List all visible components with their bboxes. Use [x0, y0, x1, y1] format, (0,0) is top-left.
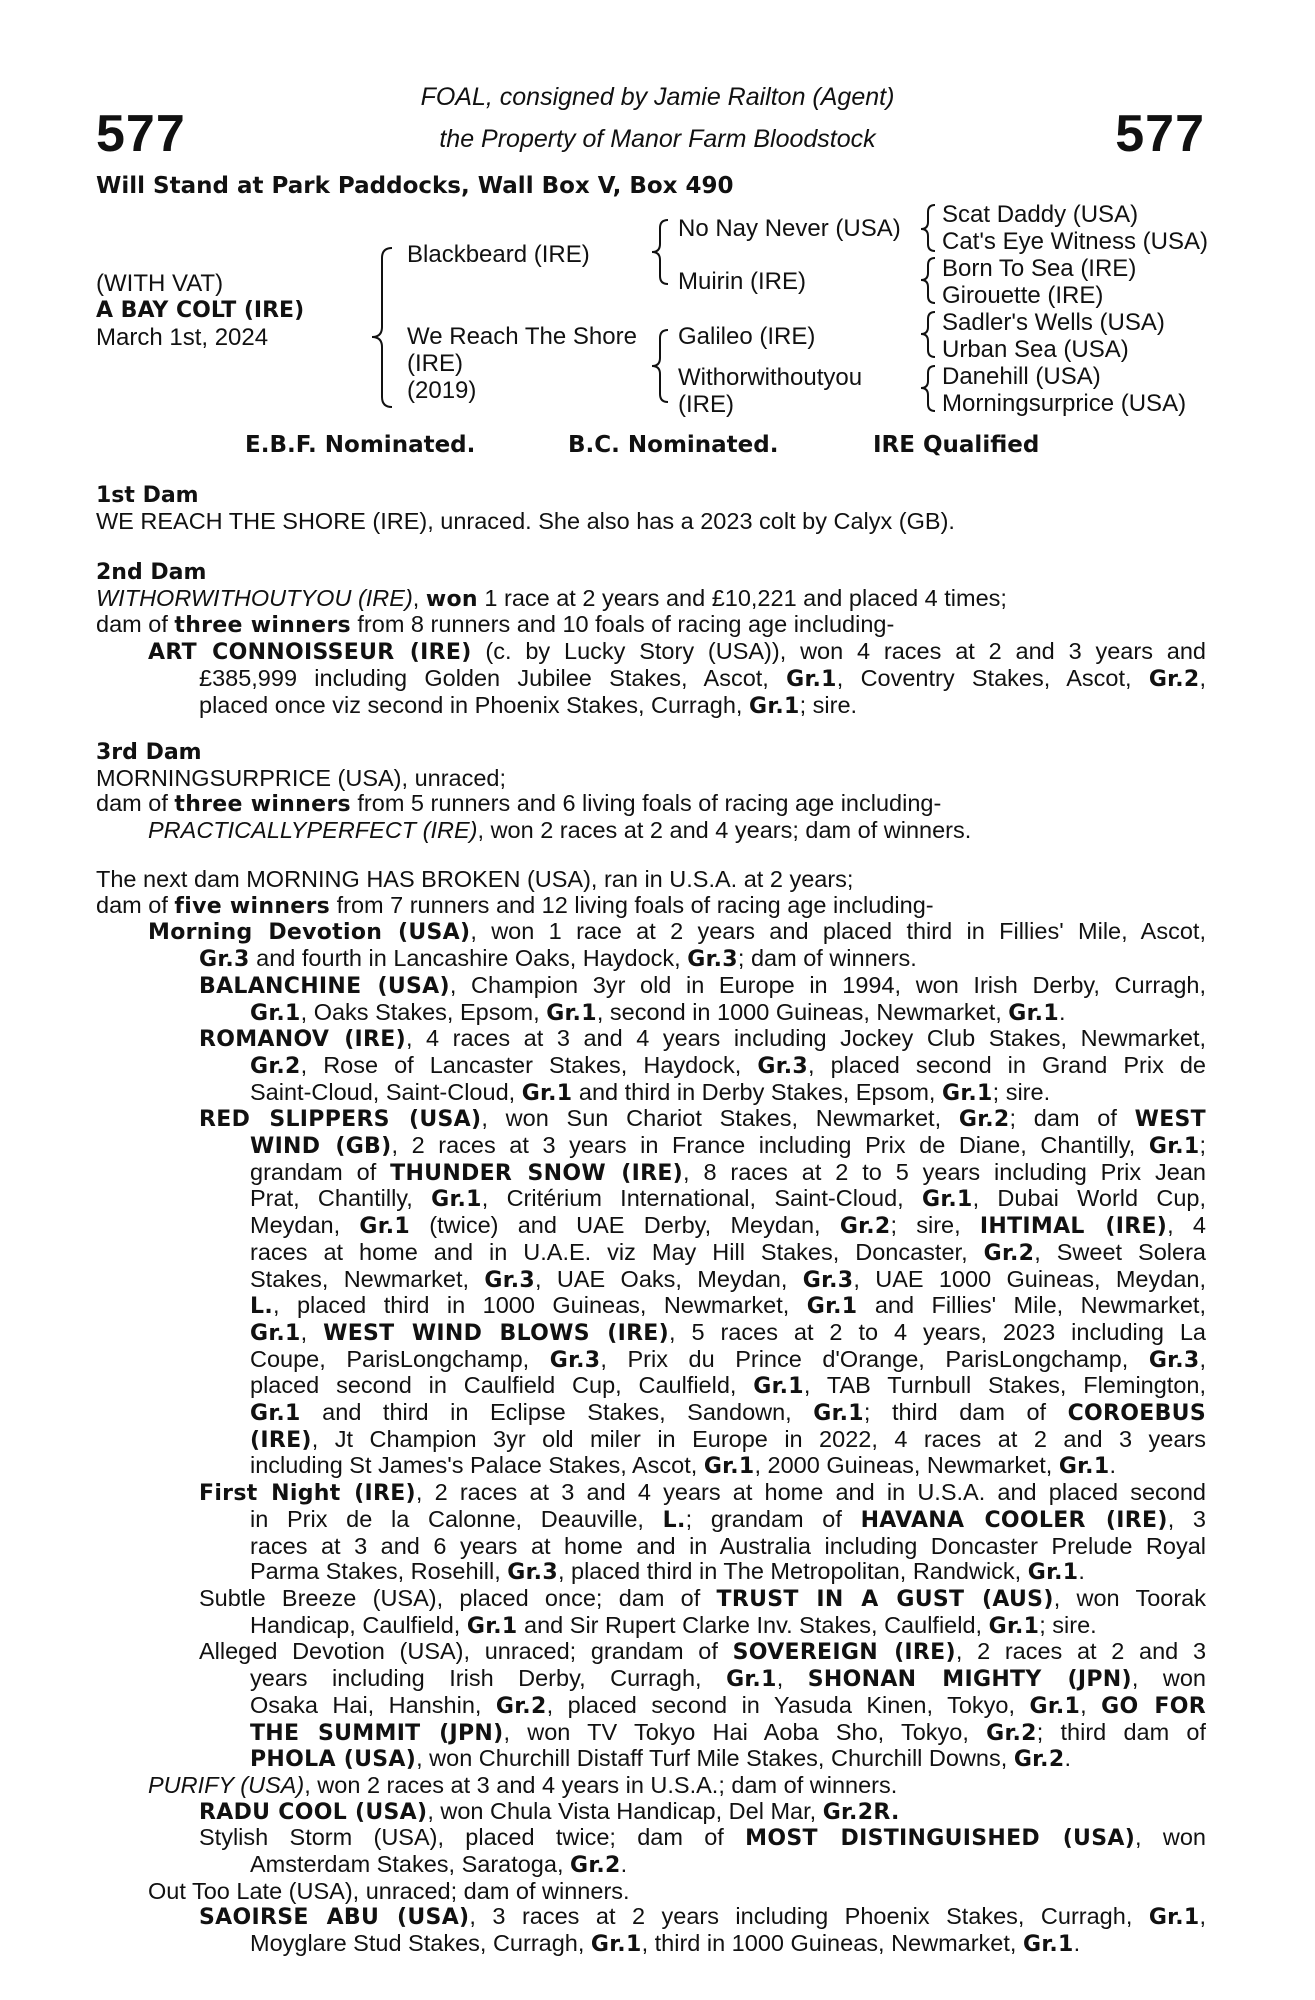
stand-line: Will Stand at Park Paddocks, Wall Box V, Box 490 — [96, 173, 734, 199]
alleged-devotion-line-5: PHOLA (USA), won Churchill Distaff Turf Mile Stakes, Churchill Downs, Gr.2. — [250, 1746, 1071, 1773]
horse-name: A BAY COLT (IRE) — [96, 298, 305, 323]
second-dam-section — [96, 560, 1206, 719]
next-dam-line-2: dam of five winners from 7 runners and 12 living foals of racing age including- — [96, 892, 934, 919]
dam-line-1: We Reach The Shore — [407, 323, 637, 350]
alleged-devotion-line-1: Alleged Devotion (USA), unraced; grandam of SOVEREIGN (IRE), 2 races at 2 and 3 — [199, 1639, 1206, 1666]
alleged-devotion-line-4: THE SUMMIT (JPN), won TV Tokyo Hai Aoba Sho, Tokyo, Gr.2; third dam of — [250, 1719, 1206, 1746]
sire: Blackbeard (IRE) — [407, 241, 590, 268]
sire-sire: No Nay Never (USA) — [678, 215, 901, 242]
dam-line-3: (2019) — [407, 377, 477, 404]
ebf-nominated: E.B.F. Nominated. — [245, 432, 476, 458]
dam-sire: Galileo (IRE) — [678, 323, 816, 350]
consignor-line: FOAL, consigned by Jamie Railton (Agent) — [420, 83, 895, 111]
stylish-storm-line-1: Stylish Storm (USA), placed twice; dam of MOST DISTINGUISHED (USA), won — [199, 1825, 1206, 1852]
third-dam-section — [96, 740, 1206, 844]
second-dam-line-2: dam of three winners from 8 runners and 10 foals of racing age including- — [96, 612, 895, 639]
second-dam-line-4: £385,999 including Golden Jubilee Stakes, Ascot, Gr.1, Coventry Stakes, Ascot, Gr.2, — [199, 665, 1206, 692]
dam-dam-line-2: (IRE) — [678, 391, 734, 418]
alleged-devotion-line-3: Osaka Hai, Hanshin, Gr.2, placed second in Yasuda Kinen, Tokyo, Gr.1, GO FOR — [250, 1692, 1206, 1719]
bc-nominated: B.C. Nominated. — [568, 432, 779, 458]
vat-label: (WITH VAT) — [96, 270, 224, 297]
red-slippers-line-1: RED SLIPPERS (USA), won Sun Chariot Stakes, Newmarket, Gr.2; dam of WEST — [199, 1106, 1206, 1133]
morning-devotion-line-1: Morning Devotion (USA), won 1 race at 2 years and placed third in Fillies' Mile, Ascot, — [148, 919, 1206, 946]
foaling-date: March 1st, 2024 — [96, 324, 269, 351]
first-dam-heading: 1st Dam — [96, 483, 199, 508]
red-slippers-line-10: Coupe, ParisLongchamp, Gr.3, Prix du Prince d'Orange, ParisLongchamp, Gr.3, — [250, 1346, 1206, 1373]
red-slippers-line-2: WIND (GB), 2 races at 3 years in France including Prix de Diane, Chantilly, Gr.1; — [250, 1133, 1206, 1160]
third-dam-line-1: MORNINGSURPRICE (USA), unraced; — [96, 765, 507, 791]
red-slippers-line-11: placed second in Caulfield Cup, Caulfield, Gr.1, TAB Turnbull Stakes, Flemington, — [250, 1373, 1206, 1400]
alleged-devotion-line-2: years including Irish Derby, Curragh, Gr.1, SHONAN MIGHTY (JPN), won — [250, 1666, 1206, 1693]
sire-dam: Muirin (IRE) — [678, 268, 807, 295]
pedigree-g5: Sadler's Wells (USA) — [942, 309, 1165, 336]
first-night-line-2: in Prix de la Calonne, Deauville, L.; grandam of HAVANA COOLER (IRE), 3 — [250, 1506, 1206, 1533]
red-slippers-line-6: races at home and in U.A.E. viz May Hill Stakes, Doncaster, Gr.2, Sweet Solera — [250, 1239, 1206, 1266]
romanov-line-2: Gr.2, Rose of Lancaster Stakes, Haydock, Gr.3, placed second in Grand Prix de — [250, 1052, 1206, 1079]
saoirse-abu-line-2: Moyglare Stud Stakes, Curragh, Gr.1, third in 1000 Guineas, Newmarket, Gr.1. — [250, 1931, 1081, 1958]
balanchine-line-2: Gr.1, Oaks Stakes, Epsom, Gr.1, second in 1000 Guineas, Newmarket, Gr.1. — [250, 999, 1066, 1026]
first-night-line-4: Parma Stakes, Rosehill, Gr.3, placed third in The Metropolitan, Randwick, Gr.1. — [250, 1559, 1085, 1586]
pedigree-g1: Scat Daddy (USA) — [942, 201, 1139, 228]
red-slippers-line-4: Prat, Chantilly, Gr.1, Critérium International, Saint-Cloud, Gr.1, Dubai World Cup, — [250, 1186, 1206, 1213]
next-dam-section — [96, 867, 1206, 1958]
first-dam-text: WE REACH THE SHORE (IRE), unraced. She also has a 2023 colt by Calyx (GB). — [96, 508, 955, 534]
red-slippers-line-14: including St James's Palace Stakes, Ascot, Gr.1, 2000 Guineas, Newmarket, Gr.1. — [250, 1453, 1116, 1480]
red-slippers-line-3: grandam of THUNDER SNOW (IRE), 8 races at 2 to 5 years including Prix Jean — [250, 1159, 1206, 1186]
pedigree-g2: Cat's Eye Witness (USA) — [942, 228, 1208, 255]
radu-cool-line: RADU COOL (USA), won Chula Vista Handicap, Del Mar, Gr.2R. — [199, 1798, 900, 1825]
red-slippers-line-12: Gr.1 and third in Eclipse Stakes, Sandown, Gr.1; third dam of COROEBUS — [250, 1400, 1206, 1427]
pedigree-g4: Girouette (IRE) — [942, 282, 1104, 309]
subtle-breeze-line-2: Handicap, Caulfield, Gr.1 and Sir Rupert Clarke Inv. Stakes, Caulfield, Gr.1; sire. — [250, 1612, 1097, 1639]
first-night-line-3: races at 3 and 6 years at home and in Australia including Doncaster Prelude Royal — [250, 1533, 1206, 1559]
second-dam-line-5: placed once viz second in Phoenix Stakes, Curragh, Gr.1; sire. — [199, 692, 858, 719]
third-dam-heading: 3rd Dam — [96, 740, 202, 765]
pedigree-g8: Morningsurprice (USA) — [942, 390, 1187, 417]
third-dam-line-2: dam of three winners from 5 runners and 6 living foals of racing age including- — [96, 791, 942, 818]
purify-line: PURIFY (USA), won 2 races at 3 and 4 years in U.S.A.; dam of winners. — [148, 1772, 898, 1798]
pedigree-g3: Born To Sea (IRE) — [942, 255, 1137, 282]
first-dam-section — [96, 483, 1206, 534]
pedigree-g7: Danehill (USA) — [942, 363, 1101, 390]
pedigree-g6: Urban Sea (USA) — [942, 336, 1129, 363]
romanov-line-1: ROMANOV (IRE), 4 races at 3 and 4 years including Jockey Club Stakes, Newmarket, — [199, 1026, 1206, 1053]
saoirse-abu-line-1: SAOIRSE ABU (USA), 3 races at 2 years including Phoenix Stakes, Curragh, Gr.1, — [199, 1904, 1206, 1931]
lot-number-right: 577 — [1115, 105, 1205, 163]
next-dam-line-1: The next dam MORNING HAS BROKEN (USA), ran in U.S.A. at 2 years; — [96, 867, 854, 892]
red-slippers-line-5: Meydan, Gr.1 (twice) and UAE Derby, Meydan, Gr.2; sire, IHTIMAL (IRE), 4 — [250, 1213, 1206, 1240]
lot-number-left: 577 — [96, 105, 186, 163]
dam-dam-line-1: Withorwithoutyou — [678, 364, 863, 391]
dam-line-2: (IRE) — [407, 350, 463, 377]
morning-devotion-line-2: Gr.3 and fourth in Lancashire Oaks, Haydock, Gr.3; dam of winners. — [199, 946, 917, 973]
out-too-late-line: Out Too Late (USA), unraced; dam of winners. — [148, 1878, 630, 1904]
red-slippers-line-8: L., placed third in 1000 Guineas, Newmarket, Gr.1 and Fillies' Mile, Newmarket, — [250, 1293, 1206, 1320]
first-night-line-1: First Night (IRE), 2 races at 3 and 4 years at home and in U.S.A. and placed second — [199, 1480, 1206, 1507]
second-dam-line-1: WITHORWITHOUTYOU (IRE), won 1 race at 2 years and £10,221 and placed 4 times; — [96, 585, 1007, 612]
ire-qualified: IRE Qualified — [873, 432, 1040, 458]
red-slippers-line-9: Gr.1, WEST WIND BLOWS (IRE), 5 races at 2 to 4 years, 2023 including La — [250, 1319, 1206, 1346]
red-slippers-line-7: Stakes, Newmarket, Gr.3, UAE Oaks, Meydan, Gr.3, UAE 1000 Guineas, Meydan, — [250, 1266, 1206, 1293]
third-dam-line-3: PRACTICALLYPERFECT (IRE), won 2 races at 2 and 4 years; dam of winners. — [148, 818, 972, 844]
second-dam-heading: 2nd Dam — [96, 560, 207, 585]
balanchine-line-1: BALANCHINE (USA), Champion 3yr old in Europe in 1994, won Irish Derby, Curragh, — [199, 972, 1206, 999]
property-line: the Property of Manor Farm Bloodstock — [439, 125, 876, 153]
stylish-storm-line-2: Amsterdam Stakes, Saratoga, Gr.2. — [250, 1852, 628, 1879]
subtle-breeze-line-1: Subtle Breeze (USA), placed once; dam of TRUST IN A GUST (AUS), won Toorak — [199, 1585, 1206, 1612]
romanov-line-3: Saint-Cloud, Saint-Cloud, Gr.1 and third in Derby Stakes, Epsom, Gr.1; sire. — [250, 1079, 1051, 1106]
second-dam-line-3: ART CONNOISSEUR (IRE) (c. by Lucky Story (USA)), won 4 races at 2 and 3 years and — [148, 639, 1206, 666]
red-slippers-line-13: (IRE), Jt Champion 3yr old miler in Europe in 2022, 4 races at 2 and 3 years — [250, 1426, 1206, 1453]
